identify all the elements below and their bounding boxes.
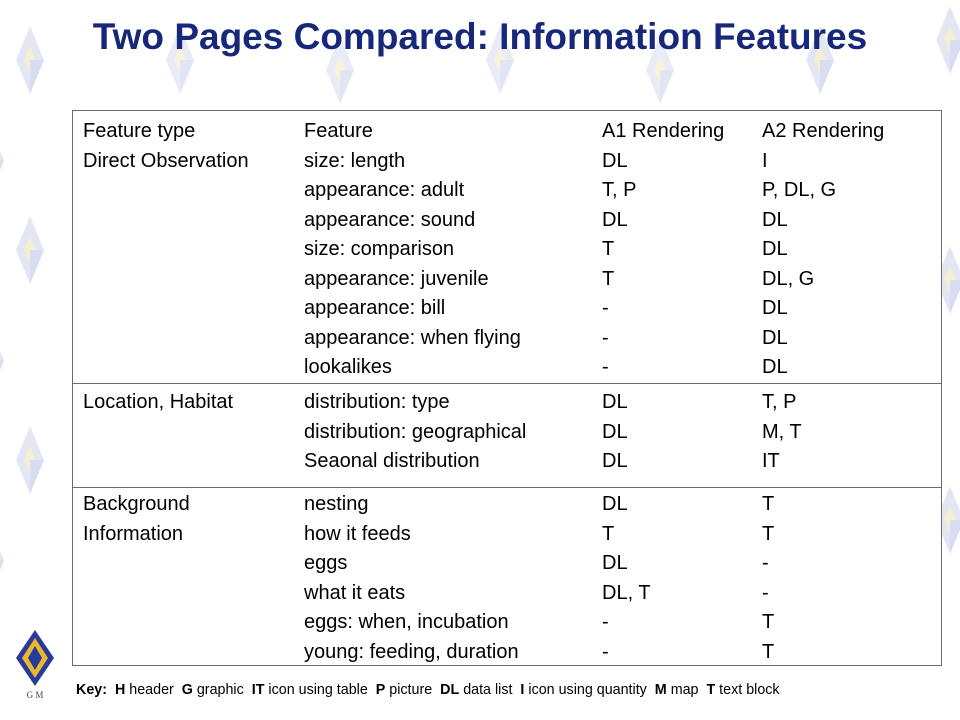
cell-a2: P, DL, G xyxy=(762,179,837,201)
cell-a1: - xyxy=(602,356,609,378)
cell-a2: DL xyxy=(762,208,788,231)
cell-a2: T xyxy=(762,640,775,663)
cell-a1: DL xyxy=(602,149,628,172)
table-section-direct-observation xyxy=(73,117,941,383)
cell-a1: DL xyxy=(602,450,628,472)
cell-a1: - xyxy=(602,326,609,349)
table-section-location-habitat xyxy=(73,388,941,477)
key-code: T xyxy=(706,682,716,698)
cell-feature: appearance: adult xyxy=(304,179,465,201)
cell-a2: DL xyxy=(762,326,788,349)
cell-feature: Seaonal distribution xyxy=(304,450,480,472)
cell-a1: - xyxy=(602,611,609,633)
key-desc: text block xyxy=(719,682,780,698)
cell-feature: appearance: sound xyxy=(304,208,476,231)
cell-feature: how it feeds xyxy=(304,522,411,545)
cell-feature: size: length xyxy=(304,149,406,172)
key-code: I xyxy=(520,682,525,698)
key-code: IT xyxy=(251,682,265,698)
key-desc: icon using quantity xyxy=(528,682,647,698)
features-table xyxy=(72,110,942,666)
cell-a1: T, P xyxy=(602,179,637,201)
table-row xyxy=(73,235,941,265)
cell-a2: - xyxy=(762,552,769,574)
cell-a2: DL xyxy=(762,356,788,378)
table-row xyxy=(73,490,941,520)
cell-feature-type: Location, Habitat xyxy=(83,391,234,413)
cell-feature: young: feeding, duration xyxy=(304,640,519,663)
cell-a2: T xyxy=(762,522,775,545)
cell-a2: DL xyxy=(762,297,788,319)
cell-a2: T xyxy=(762,611,775,633)
cell-a2: T xyxy=(762,493,775,515)
cell-feature: appearance: bill xyxy=(304,297,446,319)
cell-a1: T xyxy=(602,238,615,260)
gm-logo xyxy=(10,628,60,700)
table-row xyxy=(73,418,941,448)
cell-feature-type: Information xyxy=(83,522,184,545)
cell-a1: DL xyxy=(602,420,628,443)
table-row xyxy=(73,447,941,477)
table-row xyxy=(73,324,941,354)
header-a1-rendering: A1 Rendering xyxy=(602,120,725,142)
cell-feature: nesting xyxy=(304,493,369,515)
cell-feature-type: Direct Observation xyxy=(83,149,249,172)
legend-key xyxy=(76,682,946,698)
table-row xyxy=(73,638,941,668)
table-row xyxy=(73,520,941,550)
key-desc: icon using table xyxy=(268,682,368,698)
cell-a2: DL, G xyxy=(762,267,815,290)
cell-a1: DL, T xyxy=(602,581,651,604)
table-row xyxy=(73,176,941,206)
cell-a2: - xyxy=(762,581,769,604)
key-desc: data list xyxy=(463,682,513,698)
key-code: M xyxy=(654,682,667,698)
key-code: P xyxy=(375,682,386,698)
key-desc: graphic xyxy=(196,682,244,698)
table-row xyxy=(73,549,941,579)
cell-feature: eggs xyxy=(304,552,348,574)
cell-a1: DL xyxy=(602,552,628,574)
cell-feature: eggs: when, incubation xyxy=(304,611,509,633)
cell-feature: appearance: juvenile xyxy=(304,267,489,290)
cell-a1: - xyxy=(602,297,609,319)
cell-a1: DL xyxy=(602,391,628,413)
table-row xyxy=(73,147,941,177)
cell-feature: lookalikes xyxy=(304,356,392,378)
key-desc: map xyxy=(670,682,699,698)
cell-feature: distribution: type xyxy=(304,391,450,413)
section-divider xyxy=(73,383,941,384)
table-row xyxy=(73,206,941,236)
header-feature: Feature xyxy=(304,120,373,142)
cell-feature: what it eats xyxy=(304,581,406,604)
cell-a1: DL xyxy=(602,208,628,231)
section-divider xyxy=(73,487,941,488)
table-row xyxy=(73,294,941,324)
table-row xyxy=(73,579,941,609)
cell-a2: DL xyxy=(762,238,788,260)
cell-feature: appearance: when flying xyxy=(304,326,521,349)
cell-a2: I xyxy=(762,149,768,172)
cell-a2: M, T xyxy=(762,420,802,443)
cell-feature: size: comparison xyxy=(304,238,455,260)
cell-a1: T xyxy=(602,522,615,545)
table-row xyxy=(73,388,941,418)
page-title: Two Pages Compared: Information Features xyxy=(92,16,868,57)
table-row xyxy=(73,608,941,638)
table-section-background-information xyxy=(73,490,941,667)
table-header-row xyxy=(73,117,941,147)
key-desc: header xyxy=(129,682,174,698)
logo-text: G M xyxy=(26,690,44,700)
key-code: H xyxy=(114,682,126,698)
cell-a2: T, P xyxy=(762,391,797,413)
key-desc: picture xyxy=(389,682,433,698)
key-code: DL xyxy=(440,682,460,698)
cell-a1: DL xyxy=(602,493,628,515)
cell-a1: T xyxy=(602,267,615,290)
header-feature-type: Feature type xyxy=(83,120,196,142)
cell-feature-type: Background xyxy=(83,493,190,515)
header-a2-rendering: A2 Rendering xyxy=(762,120,885,142)
cell-a2: IT xyxy=(762,450,780,472)
table-row xyxy=(73,353,941,383)
key-label: Key: xyxy=(76,682,107,698)
table-row xyxy=(73,265,941,295)
key-code: G xyxy=(181,682,193,698)
cell-feature: distribution: geographical xyxy=(304,420,527,443)
cell-a1: - xyxy=(602,640,609,663)
